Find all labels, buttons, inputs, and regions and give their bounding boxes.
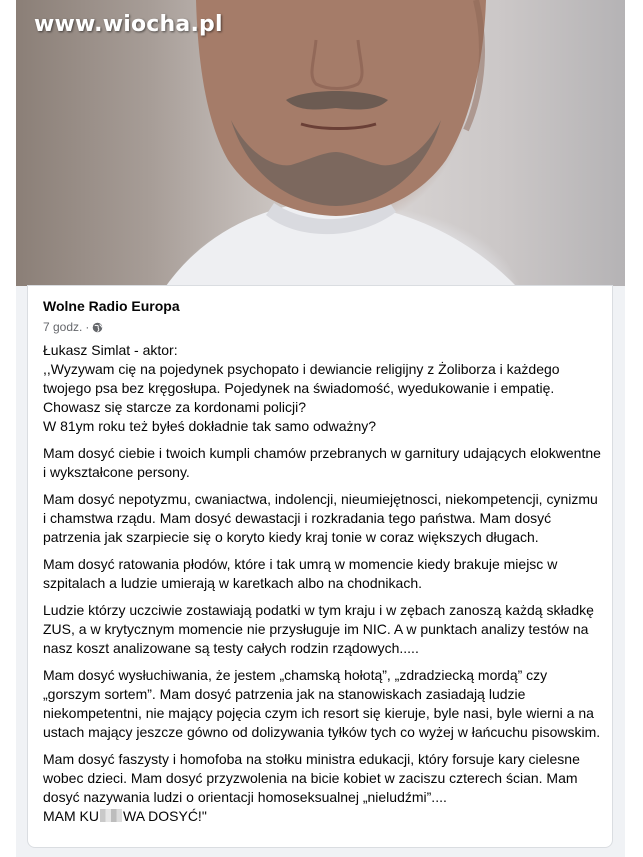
post-card (27, 285, 613, 848)
post-paragraph: Mam dosyć wysłuchiwania, że jestem „chamską hołotą”, „zdradziecką mordą” czy „gorszym sortem”. Mam dosyć patrzenia jak na stanowiskach zasiadają ludzie niekompetentni, nie mający pojęcia czym ich resort się kieruje, byle nasi, byle wierni a na ustach mający jeszcze gówno od dolizywania tyłków tych co wyżej w łańcuchu pisowskim. (43, 667, 601, 740)
post-photo[interactable] (16, 0, 625, 286)
censor-mosaic (100, 809, 122, 822)
closing-text-end: WA DOSYĆ!" (123, 808, 207, 824)
post-paragraph: Mam dosyć faszysty i homofoba na stołku ministra edukacji, który forsuje kary cielesne wobec dzieci. Mam dosyć przyzwolenia na bicie kobiet w zaciszu czterech ścian. Mam dosyć nazywania ludzi o orientacji homoseksualnej „nieludźmi”.... (43, 751, 580, 805)
post-meta (43, 320, 103, 334)
meta-separator: · (85, 320, 90, 334)
portrait-illustration (16, 0, 625, 286)
post-paragraph: Ludzie którzy uczciwie zostawiają podatki w tym kraju i w zębach zanoszą każdą składkę ZUS, a w krytycznym momencie nie przysługuje im NIC. A w punktach analizy testów na nasz koszt analizowane są testy całych rodzin rządowych..... (43, 602, 594, 656)
post-paragraph: Mam dosyć ciebie i twoich kumpli chamów przebranych w garnitury udających elokwentne i wykształcone persony. (43, 445, 601, 480)
site-watermark: www.wiocha.pl (34, 12, 223, 37)
closing-text-start: MAM KU (43, 808, 99, 824)
post-body (43, 341, 603, 834)
post-paragraph: Łukasz Simlat - aktor: ,,Wyzywam cię na pojedynek psychopato i dewiancie religijny z Żoliborza i każdego twojego psa bez kręgosłupa. Pojedynek na świadomość, wyedukowanie i empatię. Chowasz się starcze za kordonami policji? W 81ym roku też byłeś dokładnie tak samo odważny? (43, 342, 560, 434)
globe-icon (92, 322, 103, 333)
post-author[interactable]: Wolne Radio Europa (43, 298, 180, 314)
post-paragraph: Mam dosyć nepotyzmu, cwaniactwa, indolencji, nieumiejętnosci, niekompetencji, cynizmu i chamstwa rządu. Mam dosyć dewastacji i rozkradania tego państwa. Mam dosyć patrzenia jak szarpiecie się o koryto kiedy kraj tonie w coraz większych długach. (43, 491, 598, 545)
post-paragraph: Mam dosyć ratowania płodów, które i tak umrą w momencie kiedy brakuje miejsc w szpitalach a ludzie umierają w karetkach albo na chodnikach. (43, 556, 558, 591)
post-closing-line (43, 807, 603, 826)
post-time[interactable]: 7 godz. (43, 320, 83, 334)
